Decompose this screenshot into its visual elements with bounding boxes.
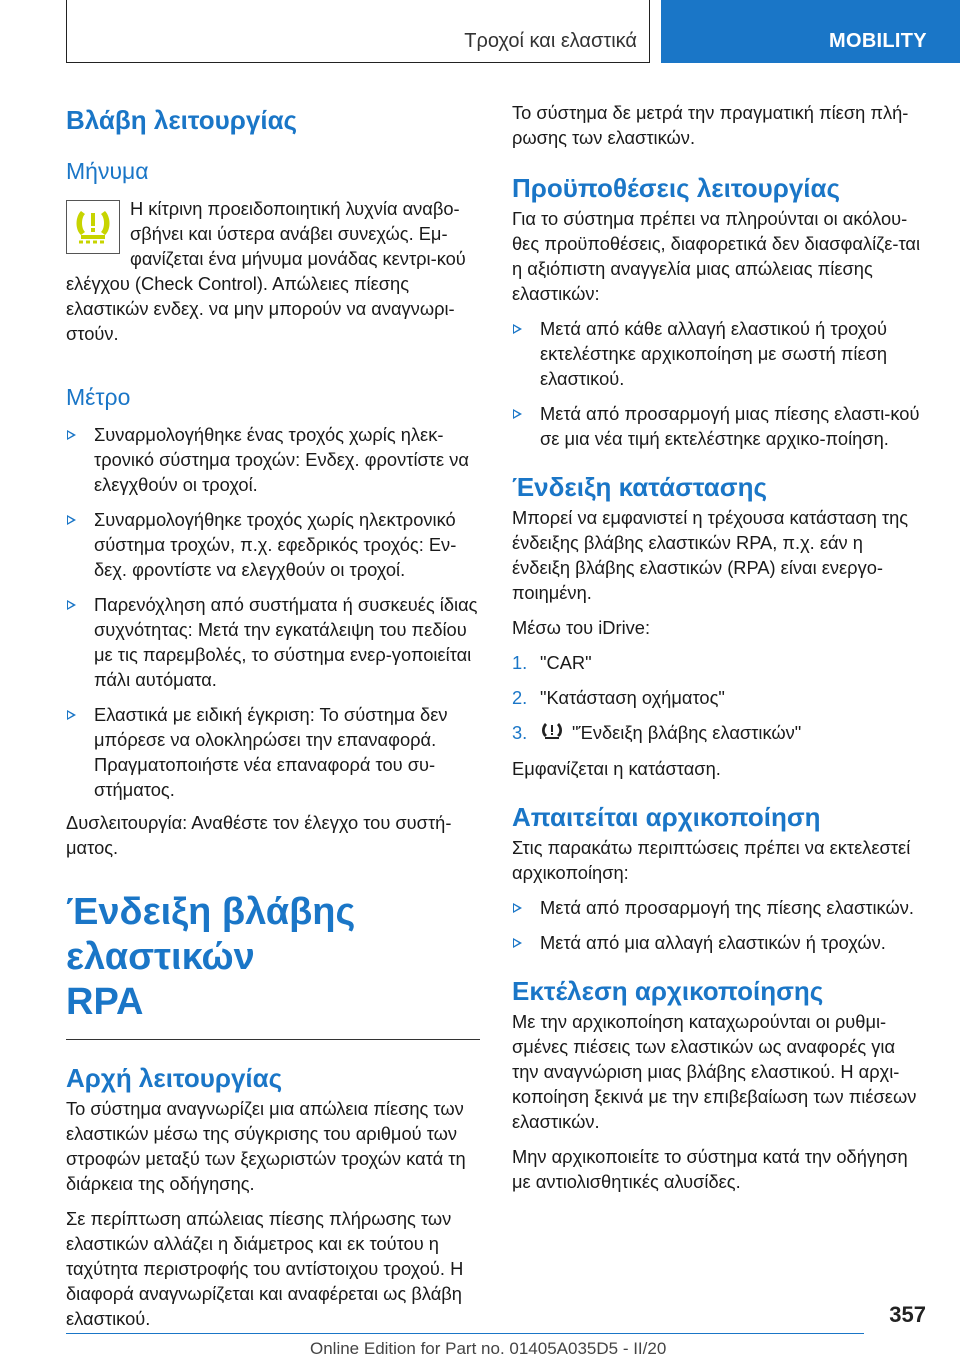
message-text: Η κίτρινη προειδοποιητική λυχνία αναβο-σβήνει και ύστερα ανάβει συνεχώς. Εμ-φανίζεται ένα μήνυμα μονάδας κεντρι-κού ελέγχου (Check Control). Απώλειες πίεσης ελαστικών ενδεχ. να μην μπορούν να αναγνωρι-στούν. xyxy=(66,198,466,344)
bullet-triangle-icon xyxy=(513,903,522,913)
measures-list xyxy=(66,422,480,802)
list-item: 1. "CAR" xyxy=(512,652,592,673)
init-cases-list xyxy=(512,895,926,955)
preconditions-list xyxy=(512,316,926,451)
list-item: Μετά από μια αλλαγή ελαστικών ή τροχών. xyxy=(512,930,926,955)
perform-paragraph-2: Μην αρχικοποιείτε το σύστημα κατά την οδήγηση με αντιολισθητικές αλυσίδες. xyxy=(512,1146,908,1192)
bullet-triangle-icon xyxy=(513,938,522,948)
list-item: Μετά από κάθε αλλαγή ελαστικού ή τροχού εκτελέστηκε αρχικοποίηση με σωστή πίεση ελαστικού. xyxy=(512,316,926,391)
list-item: Συναρμολογήθηκε ένας τροχός χωρίς ηλεκ-τρονικό σύστημα τροχών: Ενδεχ. φροντίστε να ελεγχθούν οι τροχοί. xyxy=(66,422,480,497)
preconditions-text: Για το σύστημα πρέπει να πληρούνται οι ακόλου-θες προϋποθέσεις, διαφορετικά δεν διασφαλίζε-ται η αξιόπιστη αναγγελία μιας απώλειας πίεσης ελαστικών: xyxy=(512,208,921,304)
principle-paragraph-1: Το σύστημα αναγνωρίζει μια απώλεια πίεσης των ελαστικών μέσω της σύγκρισης του αριθμού των στροφών μεταξύ των ξεχωριστών τροχών κατά τη διάρκεια της οδήγησης. xyxy=(66,1098,466,1194)
left-column xyxy=(66,104,480,1331)
heading-function-fault: Βλάβη λειτουργίας xyxy=(66,105,298,135)
page-number: 357 xyxy=(889,1302,926,1327)
tire-pressure-warning-icon xyxy=(66,200,120,254)
tire-warning-icon xyxy=(540,722,564,748)
perform-paragraph-1: Με την αρχικοποίηση καταχωρούνται οι ρυθμι-σμένες πιέσεις των ελαστικών ως αναφορές για την αναγνώριση μιας βλάβης ελαστικού. Η αρχι-κοποίηση ξεκινά με την επιβεβαίωση των πιέσεων ελαστικών. xyxy=(512,1011,917,1132)
right-column xyxy=(512,100,926,1194)
list-item: Μετά από προσαρμογή μιας πίεσης ελαστι-κού σε μια νέα τιμή εκτελέστηκε αρχικο-ποίηση. xyxy=(512,401,926,451)
status-text: Μπορεί να εμφανιστεί η τρέχουσα κατάσταση της ένδειξης βλάβης ελαστικών RPA, π.χ. εάν η ένδειξη βλάβης ελαστικών (RPA) είναι ενεργο-ποιημένη. xyxy=(512,507,909,603)
via-idrive-text: Μέσω του iDrive: xyxy=(512,617,651,638)
bullet-triangle-icon xyxy=(67,430,76,440)
list-item: 2. "Κατάσταση οχήματος" xyxy=(512,687,725,708)
status-shown-text: Εμφανίζεται η κατάσταση. xyxy=(512,758,721,779)
section-tab-label: MOBILITY xyxy=(829,30,927,52)
heading-preconditions: Προϋποθέσεις λειτουργίας xyxy=(512,173,841,203)
list-item: 3. "Ένδειξη βλάβης ελαστικών" xyxy=(512,720,926,748)
list-item: Ελαστικά με ειδική έγκριση: Το σύστημα δεν μπόρεσε να ολοκληρώσει την επαναφορά. Πραγματοποιήστε νέα επαναφορά του συ-στήματος. xyxy=(66,702,480,802)
heading-rpa: Ένδειξη βλάβης ελαστικών RPA xyxy=(66,891,356,1023)
principle-paragraph-2: Σε περίπτωση απώλειας πίεσης πλήρωσης των ελαστικών αλλάζει η διάμετρος και εκ τούτου η ταχύτητα περιστροφής του αντίστοιχου τροχού. Η διαφορά αναγνωρίζεται και αναφέρεται ως βλάβη ελαστικού. xyxy=(66,1208,464,1329)
heading-message: Μήνυμα xyxy=(66,158,149,184)
heading-status: Ένδειξη κατάστασης xyxy=(512,472,767,502)
list-item: Μετά από προσαρμογή της πίεσης ελαστικών. xyxy=(512,895,926,920)
init-required-text: Στις παρακάτω περιπτώσεις πρέπει να εκτελεστεί αρχικοποίηση: xyxy=(512,837,911,883)
divider xyxy=(66,1039,480,1040)
bullet-triangle-icon xyxy=(67,515,76,525)
malfunction-text: Δυσλειτουργία: Αναθέστε τον έλεγχο του συστή-ματος. xyxy=(66,812,452,858)
message-block xyxy=(66,196,480,346)
bullet-triangle-icon xyxy=(513,324,522,334)
heading-measure: Μέτρο xyxy=(66,384,131,410)
list-item: Παρενόχληση από συστήματα ή συσκευές ίδιας συχνότητας: Μετά την εγκατάλειψη του πεδίου με τις παρεμβολές, το σύστημα ενερ-γοποιείται πάλι αυτόματα. xyxy=(66,592,480,692)
footer-edition-text: Online Edition for Part no. 01405A035D5 - II/20 xyxy=(310,1339,667,1358)
list-item: Συναρμολογήθηκε τροχός χωρίς ηλεκτρονικό σύστημα τροχών, π.χ. εφεδρικός τροχός: Εν-δεχ. φροντίστε να ελεγχθούν οι τροχοί. xyxy=(66,507,480,582)
chapter-title: Τροχοί και ελαστικά xyxy=(464,30,637,52)
footer-divider xyxy=(66,1333,864,1334)
bullet-triangle-icon xyxy=(67,600,76,610)
heading-principle: Αρχή λειτουργίας xyxy=(66,1063,283,1093)
bullet-triangle-icon xyxy=(67,710,76,720)
header-chapter-box xyxy=(66,0,650,63)
steps-list xyxy=(512,650,926,748)
bullet-triangle-icon xyxy=(513,409,522,419)
heading-perform-init: Εκτέλεση αρχικοποίησης xyxy=(512,976,824,1006)
intro-text: Το σύστημα δε μετρά την πραγματική πίεση πλή-ρωσης των ελαστικών. xyxy=(512,102,909,148)
heading-init-required: Απαιτείται αρχικοποίηση xyxy=(512,802,821,832)
header-section-tab xyxy=(661,0,960,63)
